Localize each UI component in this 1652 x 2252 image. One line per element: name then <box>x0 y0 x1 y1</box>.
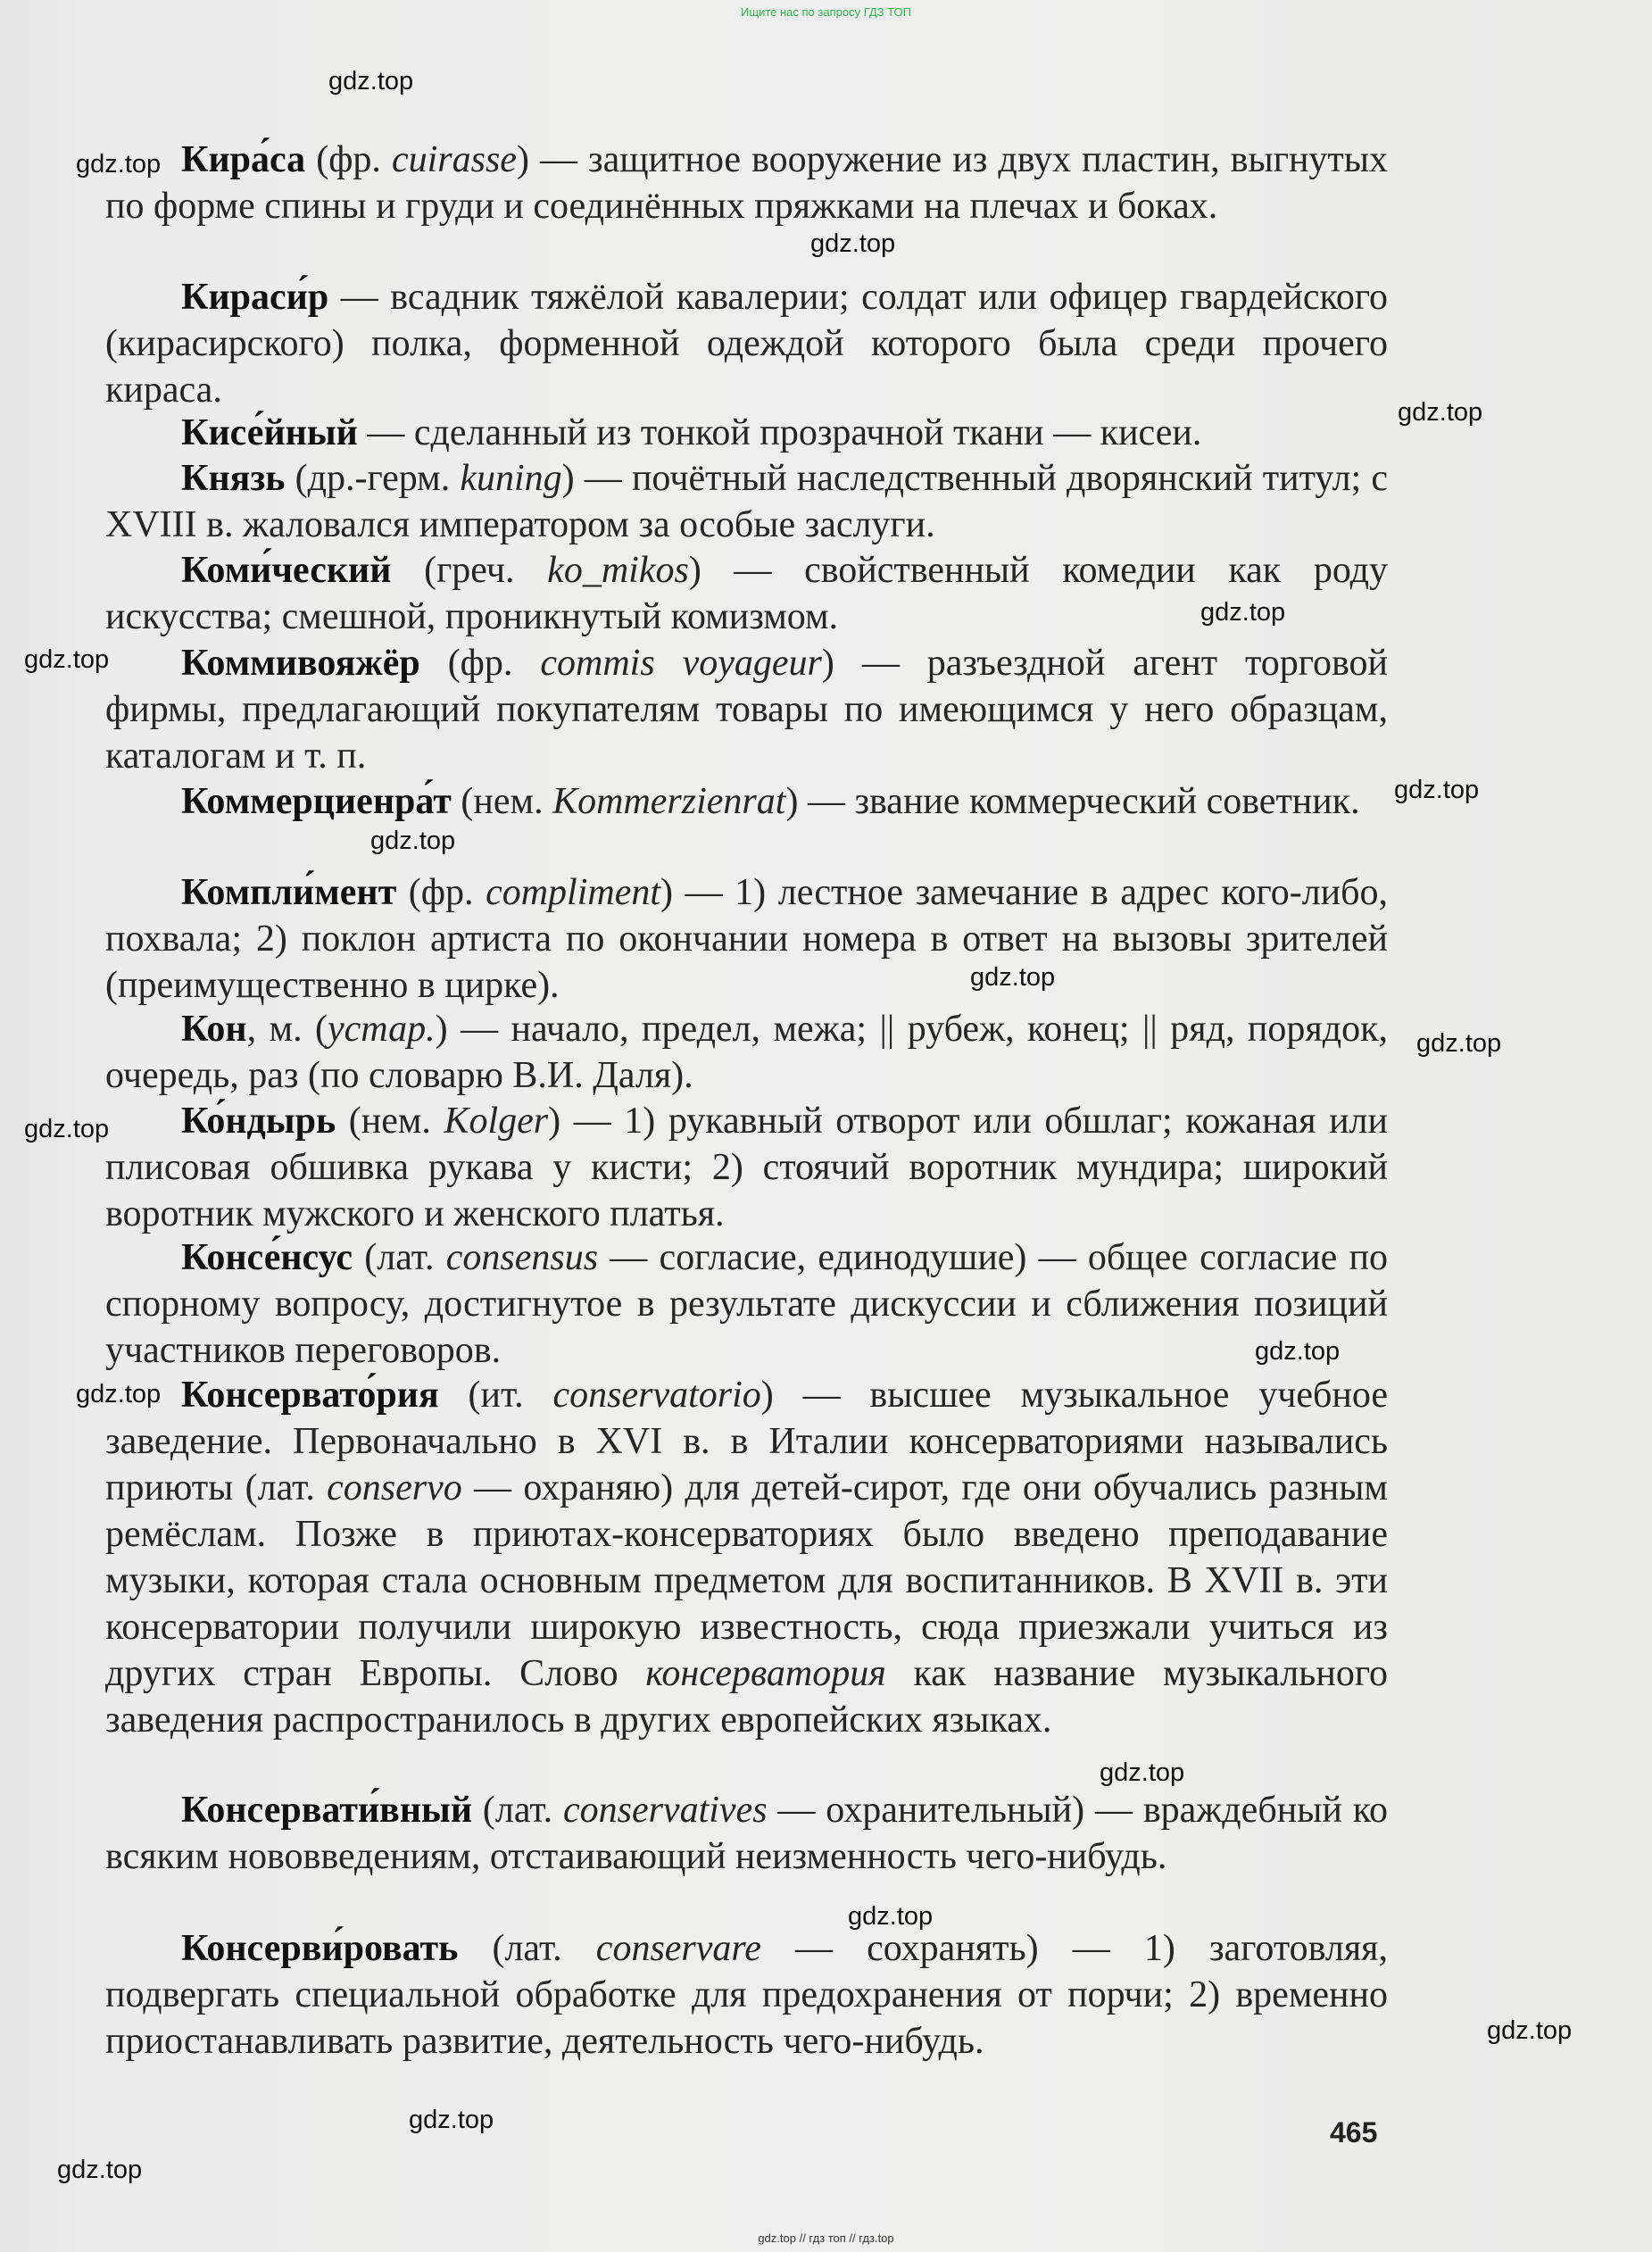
watermark: gdz.top <box>1200 598 1286 627</box>
entry-term: Князь <box>181 458 286 499</box>
page-number: 465 <box>1330 2116 1378 2148</box>
entry-definition: — охранительный) — враждебный ко всяким нововведениям, отстаивающий неизменность чего-нибудь. <box>105 1790 1388 1877</box>
entry-term: Консервато́рия <box>181 1375 439 1416</box>
entry-definition: ) — защитное вооружение из двух пластин, выгнутых по форме спины и груди и соединённых пряжками на плечах и боках. <box>105 139 1388 227</box>
entry-source-word: commis voyageur <box>540 643 822 684</box>
entry-definition: — согласие, единодушие) — общее согласие по спорному вопросу, достигнутое в результате дискуссии и сближения позиций участников переговоров. <box>105 1237 1388 1371</box>
dictionary-entry: Консервато́рия (ит. conservatorio) — высшее музыкальное учебное заведение. Первоначально в XVI в. в Италии консерваториями назывались приюты (лат. conservo — охраняю) для детей-сирот, где они обучались разным ремёслам. Позже в приютах-консерваториях было введено преподавание музыки, которая стала основным предметом для воспитанников. В XVII в. эти консерватории получили широкую известность, сюда приезжали учиться из других стран Европы. Слово консерватория как название музыкального заведения распространилось в других европейских языках. <box>105 1375 1388 1741</box>
entry-source-word: conservatives <box>562 1790 768 1831</box>
watermark: gdz.top <box>76 1380 162 1409</box>
entry-source-word: Kolger <box>444 1101 549 1142</box>
entry-term: Ко́ндырь <box>181 1101 336 1142</box>
entry-source-word: consensus <box>445 1237 599 1278</box>
entry-term: Кисе́йный <box>181 412 358 453</box>
entry-definition: — всадник тяжёлой кавалерии; солдат или офицер гвардейского (кирасирского) полка, форменной одеждой которого была среди прочего кираса. <box>105 277 1388 411</box>
watermark: gdz.top <box>810 229 896 258</box>
watermark: gdz.top <box>76 150 162 179</box>
dictionary-entry: Коми́ческий (греч. ko_mikos) — свойственный комедии как роду искусства; смешной, проникнутый комизмом. <box>105 550 1388 637</box>
entry-term: Коми́ческий <box>181 550 392 591</box>
entry-source-word: conservo <box>327 1467 462 1508</box>
watermark: gdz.top <box>57 2156 143 2184</box>
top-banner[interactable]: Ищите нас по запросу ГДЗ ТОП <box>741 5 911 19</box>
entry-source-word: cuirasse <box>391 139 517 180</box>
watermark: gdz.top <box>24 1115 110 1143</box>
watermark: gdz.top <box>24 645 110 674</box>
dictionary-entry: Кон, м. (устар.) — начало, предел, межа; || рубеж, конец; || ряд, порядок, очередь, раз (по словарю В.И. Даля). <box>105 1009 1388 1096</box>
entry-source-word: compliment <box>486 872 661 913</box>
entry-term: Консерви́ровать <box>181 1928 459 1969</box>
entry-definition: — сделанный из тонкой прозрачной ткани — кисеи. <box>357 412 1202 453</box>
entry-term: Консервати́вный <box>181 1790 473 1831</box>
entry-definition: ) — разъездной агент торговой фирмы, предлагающий покупателям товары по имеющимся у него образцам, каталогам и т. п. <box>105 643 1388 777</box>
dictionary-entry <box>105 410 1388 456</box>
entry-term: Консе́нсус <box>181 1237 353 1278</box>
watermark: gdz.top <box>1255 1337 1341 1366</box>
dictionary-entry: Князь (др.-герм. kuning) — почётный наследственный дворянский титул; с XVIII в. жаловался императором за особые заслуги. <box>105 458 1388 545</box>
entry-source-word: ko_mikos <box>547 550 689 591</box>
dictionary-entry <box>105 274 1388 413</box>
watermark: gdz.top <box>1394 776 1480 804</box>
entry-term: Кон <box>181 1009 247 1050</box>
dictionary-entry: Консе́нсус (лат. consensus — согласие, единодушие) — общее согласие по спорному вопросу, достигнутое в результате дискуссии и сближения позиций участников переговоров. <box>105 1237 1388 1371</box>
bottom-banner[interactable]: gdz.top // гдз топ // гдз.top <box>758 2231 894 2245</box>
dictionary-entry: Коммерциенра́т (нем. Kommerzienrat) — звание коммерческий советник. <box>181 781 1360 822</box>
entry-source-word: kuning <box>460 458 562 499</box>
entry-term: Кираси́р <box>181 277 329 318</box>
entry-source-word: устар. <box>328 1009 436 1050</box>
entry-definition: ) — начало, предел, межа; || рубеж, конец; || ряд, порядок, очередь, раз (по словарю В.И. Даля). <box>105 1009 1388 1096</box>
dictionary-entry: Кира́са (фр. cuirasse) — защитное вооружение из двух пластин, выгнутых по форме спины и груди и соединённых пряжками на плечах и боках. <box>105 139 1388 227</box>
entry-source-word: консерватория <box>645 1653 886 1694</box>
entry-definition: ) — свойственный комедии как роду искусства; смешной, проникнутый комизмом. <box>105 550 1388 637</box>
entry-term: Кира́са <box>181 139 306 180</box>
entry-definition: как название музыкального заведения распространилось в других европейских языках. <box>105 1653 1388 1741</box>
entry-term: Коммерциенра́т <box>181 781 452 822</box>
watermark: gdz.top <box>970 963 1056 992</box>
dictionary-entry: Компли́мент (фр. compliment) — 1) лестное замечание в адрес кого-либо, похвала; 2) поклон артиста по окончании номера в ответ на вызовы зрителей (преимущественно в цирке). <box>105 872 1388 1006</box>
watermark: gdz.top <box>370 827 456 855</box>
entry-definition: ) — почётный наследственный дворянский титул; с XVIII в. жаловался императором за особые заслуги. <box>105 458 1388 545</box>
entry-definition: ) — высшее музыкальное учебное заведение. Первоначально в XVI в. в Италии консерваториями назывались приюты (лат. <box>105 1375 1388 1508</box>
dictionary-entry: Коммивояжёр (фр. commis voyageur) — разъездной агент торговой фирмы, предлагающий покупателям товары по имеющимся у него образцам, каталогам и т. п. <box>105 643 1388 777</box>
watermark: gdz.top <box>328 67 414 96</box>
watermark: gdz.top <box>409 2106 494 2134</box>
entry-definition: — охраняю) для детей-сирот, где они обучались разным ремёслам. Позже в приютах-консерваториях было введено преподавание музыки, которая стала основным предметом для воспитанников. В XVII в. эти консерватории получили широкую известность, сюда приезжали учиться из других стран Европы. Слово <box>105 1467 1388 1694</box>
watermark: gdz.top <box>1100 1758 1185 1787</box>
entry-term: Коммивояжёр <box>181 643 420 684</box>
dictionary-entry: Консервати́вный (лат. conservatives — охранительный) — враждебный ко всяким нововведениям, отстаивающий неизменность чего-нибудь. <box>105 1790 1388 1877</box>
entry-definition: ) — 1) лестное замечание в адрес кого-либо, похвала; 2) поклон артиста по окончании номера в ответ на вызовы зрителей (преимущественно в цирке). <box>105 872 1388 1006</box>
entry-definition: — сохранять) — 1) заготовляя, подвергать специальной обработке для предохранения от порчи; 2) временно приостанавливать развитие, деятельность чего-нибудь. <box>105 1928 1388 2062</box>
watermark: gdz.top <box>1487 2016 1573 2045</box>
entry-source-word: conservare <box>595 1928 761 1969</box>
entry-term: Компли́мент <box>181 872 397 913</box>
entry-source-word: Kommerzienrat <box>552 781 786 822</box>
watermark: gdz.top <box>1398 398 1483 427</box>
watermark: gdz.top <box>1416 1029 1502 1058</box>
watermark: gdz.top <box>848 1902 934 1931</box>
entry-definition: ) — 1) рукавный отворот или обшлаг; кожаная или плисовая обшивка рукава у кисти; 2) стоячий воротник мундира; широкий воротник мужского и женского платья. <box>105 1101 1388 1234</box>
dictionary-entry: Консерви́ровать (лат. conservare — сохранять) — 1) заготовляя, подвергать специальной обработке для предохранения от порчи; 2) временно приостанавливать развитие, деятельность чего-нибудь. <box>105 1928 1388 2062</box>
dictionary-entry: Ко́ндырь (нем. Kolger) — 1) рукавный отворот или обшлаг; кожаная или плисовая обшивка рукава у кисти; 2) стоячий воротник мундира; широкий воротник мужского и женского платья. <box>105 1101 1388 1234</box>
entry-source-word: conservatorio <box>552 1375 761 1416</box>
entry-definition: ) — звание коммерческий советник. <box>785 781 1360 822</box>
